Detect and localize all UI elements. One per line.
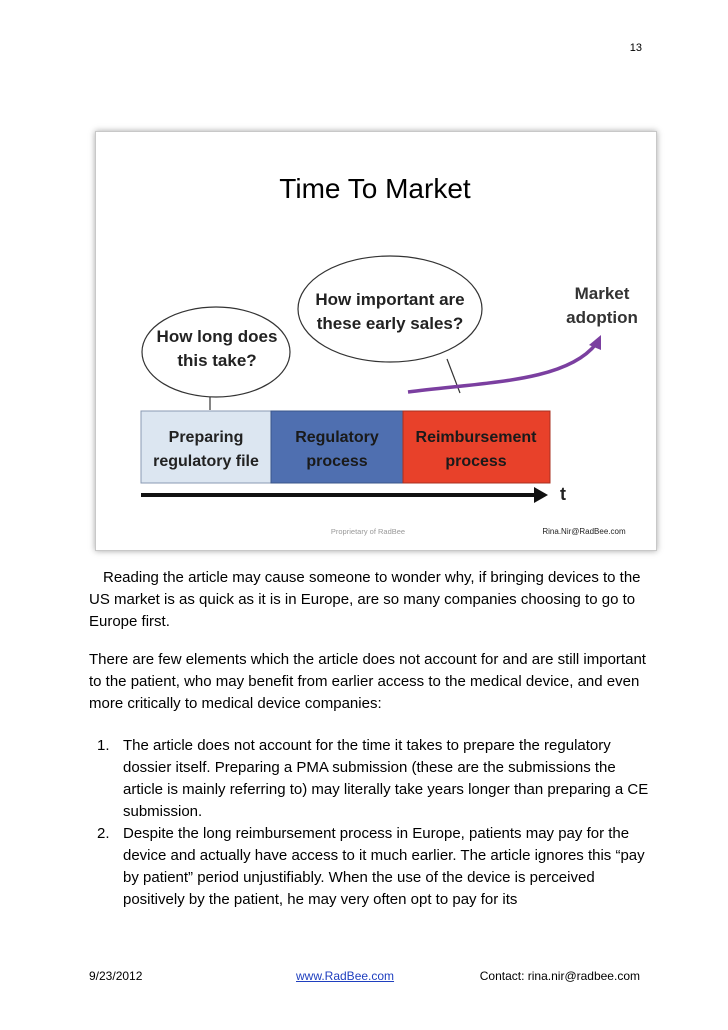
figure-email: Rina.Nir@RadBee.com	[542, 527, 626, 536]
market-adoption-line-2: adoption	[566, 308, 638, 327]
box-reimbursement-line-1: Reimbursement	[415, 429, 537, 446]
time-axis-arrowhead	[534, 487, 548, 503]
box-reimbursement-rect	[403, 411, 550, 483]
list-item-1-text: The article does not account for the time it takes to prepare the regulatory dossier itself. Preparing a PMA submission (these are the submissions the article is mainly referring to) may literally take years longer than preparing a CE submission.	[123, 737, 649, 820]
box-reimbursement-line-2: process	[445, 453, 507, 470]
figure-watermark: Proprietary of RadBee	[330, 527, 406, 536]
time-to-market-figure	[95, 131, 657, 551]
bubble-left	[142, 307, 290, 410]
box-preparing-rect	[141, 411, 271, 483]
bubble-middle	[298, 256, 482, 393]
paragraph-2: There are few elements which the article does not account for and are still important to the patient, who may benefit from earlier access to the medical device, and even more critically to medical device companies:	[89, 651, 646, 712]
process-box-reimbursement	[403, 411, 550, 483]
figure-title: Time To Market	[279, 173, 471, 204]
list-item-2-number: 2.	[97, 825, 110, 842]
footer-date: 9/23/2012	[89, 969, 143, 983]
paragraph-1	[89, 567, 649, 633]
time-axis-label: t	[560, 484, 566, 504]
bubble-middle-line-2: these early sales?	[316, 314, 464, 333]
list-item-1-number: 1.	[97, 737, 110, 754]
box-regulatory-rect	[271, 411, 403, 483]
list-item-2-text: Despite the long reimbursement process in Europe, patients may pay for the device and actually have access to it much earlier. The article ignores this “pay by patient” period unjustifiably. When the use of the device is perceived positively by the patient, he may very often opt to pay for its	[123, 825, 645, 908]
process-box-preparing	[141, 411, 271, 483]
bubble-left-line-2: this take?	[177, 351, 257, 370]
process-box-regulatory	[271, 411, 403, 483]
box-preparing-line-1: Preparing	[168, 429, 244, 446]
bubble-middle-line-1: How important are	[315, 290, 465, 309]
bubble-middle-shape	[298, 256, 482, 362]
bubble-left-line-1: How long does	[156, 327, 278, 346]
numbered-list	[89, 735, 649, 911]
footer-website-link[interactable]: www.RadBee.com	[296, 969, 395, 983]
box-preparing-line-2: regulatory file	[153, 453, 259, 470]
list-item-2	[89, 823, 649, 911]
box-regulatory-line-1: Regulatory	[295, 429, 379, 446]
figure-svg	[96, 132, 656, 550]
page-number: 13	[629, 42, 642, 54]
market-adoption-line-1: Market	[574, 284, 630, 303]
list-item-1	[89, 735, 649, 823]
footer-contact: Contact: rina.nir@radbee.com	[479, 969, 640, 983]
paragraph-1-text: Reading the article may cause someone to wonder why, if bringing devices to the US market is as quick as it is in Europe, are so many companies choosing to go to Europe first.	[89, 569, 641, 630]
box-regulatory-line-2: process	[306, 453, 368, 470]
